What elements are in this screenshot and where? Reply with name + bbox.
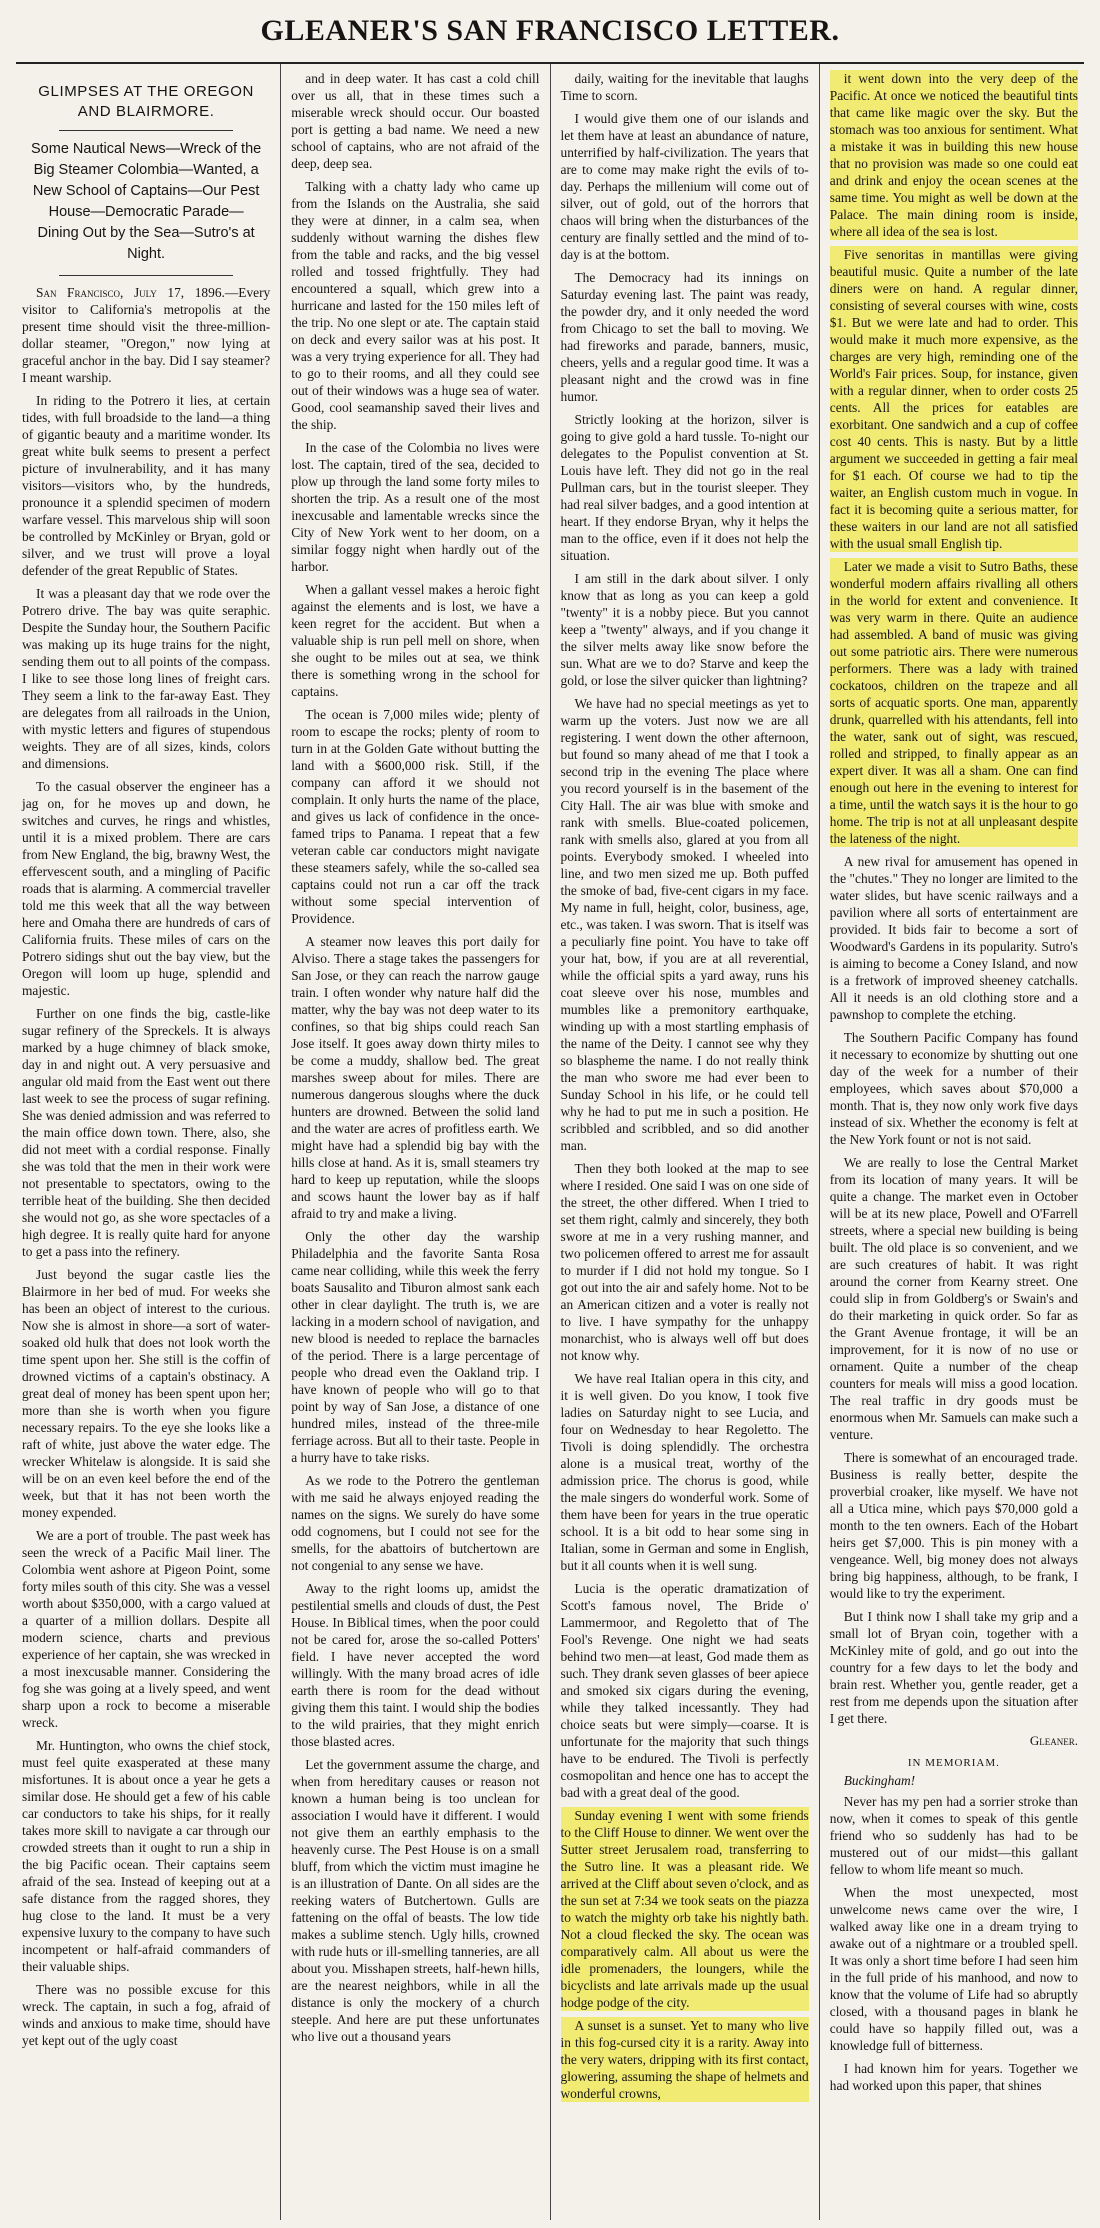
- memoriam-heading: IN MEMORIAM.: [907, 1757, 1000, 1769]
- article-paragraph: [22, 284, 270, 386]
- column-1: [12, 64, 280, 2220]
- paragraph-text: daily, waiting for the inevitable that laughs Time to scorn.: [560, 71, 809, 103]
- paragraph-text: We are really to lose the Central Market from its location of many years. It will be quite a change. The market even in October will be at its new place, Powell and O'Farrell streets, where a special new building is being built. The old place is so convenient, and we are such creatures of habit. It was right around the corner from Kearny street. One could slip in from Goldberg's or Swain's and do their marketing in quick order. So far as the Grant Avenue frontage, it will be an improvement, for it is now of no use or ornament. Quite a number of the cheap counters for meals will miss a good location. The real traffic in dry goods must be enormous when Mr. Samuels can make such a venture.: [829, 1155, 1078, 1442]
- paragraph-text: Later we made a visit to Sutro Baths, these wonderful modern affairs rivalling all others in the world for extent and convenience. It was very warm in there. Quite an audience had assembled. A band of music was giving out some patriotic airs. There were numerous performers. There was a lady with trained cockatoos, children on the trapeze and all sorts of acquatic sports. One man, apparently drunk, quarrelled with his attendants, fell into the water, sank out of sight, was rescued, rolled and stripped, to finally appear as an expert diver. It was all a sham. One can find enough out here in the evening to interest for a time, until the watch says it is the hour to go home. The trip is not at all unpleasant despite the lateness of the night.: [829, 559, 1078, 846]
- dateline: San Francisco, July 17, 1896.: [36, 285, 225, 300]
- paragraph-text: There was no possible excuse for this wreck. The captain, in such a fog, afraid of winds and anxious to make time, should have yet kept out of the ugly coast: [22, 1982, 271, 2048]
- article-paragraph: [22, 1527, 270, 1731]
- article-paragraph: [830, 1793, 1078, 1878]
- paragraph-text: The Democracy had its innings on Saturday evening last. The paint was ready, the powder dry, and it only needed the word from Chicago to set the ball to moving. We had fireworks and parade, banners, music, cheers, yells and a regular good time. It was a pleasant night and the crowd was in fine humor.: [560, 270, 809, 404]
- masthead: GLEANER'S SAN FRANCISCO LETTER.: [16, 0, 1084, 64]
- paragraph-text: A sunset is a sunset. Yet to many who live in this fog-cursed city it is a rarity. Away into the very waters, dripping with its first contact, glowering, assuming the shape of helmets and wonderful crowns,: [560, 2018, 809, 2101]
- signature: Gleaner.: [1029, 1733, 1078, 1748]
- paragraph-text: To the casual observer the engineer has a jag on, for he moves up and down, he switches and curves, he rings and whistles, until it is a mixed problem. There are cars from New England, the big, brawny West, the effervescent south, and a mingling of Pacific roads that is alarming. A commercial traveller told me this week that all the way between here and Omaha there are hundreds of cars of California fruits. These miles of cars on the Potrero sidings shut out the bay view, but the Oregon will loom up huge, splendid and majestic.: [22, 779, 271, 998]
- memoriam-salutation: Buckingham!: [843, 1773, 916, 1788]
- headline: GLIMPSES AT THE OREGON AND BLAIRMORE.: [38, 83, 254, 120]
- column-3: [550, 64, 819, 2220]
- article-paragraph: [561, 1580, 809, 1801]
- deck: Some Nautical News—Wreck of the Big Steamer Colombia—Wanted, a New School of Captains—Our Pest House—Democratic Parade—Dining Out by the Sea—Sutro's at Night.: [31, 141, 262, 262]
- paragraph-text: The ocean is 7,000 miles wide; plenty of room to escape the rocks; plenty of room to turn in at the Golden Gate without butting the land with a $600,000 risk. Still, if the company can afford it we should not complain. It only hurts the name of the place, and gives us lack of confidence in the once-famed trips to Panama. I repeat that a few veteran cable car conductors might navigate these steamers safely, while the so-called sea captains could not run a car off the track without some special intervention of Providence.: [291, 707, 540, 926]
- article-paragraph: [561, 1370, 809, 1574]
- article-paragraph: [561, 70, 809, 104]
- paragraph-text: When a gallant vessel makes a heroic fight against the elements and is lost, we have a keen regret for the accident. But when a valuable ship is run pell mell on shore, when she ought to be miles out at sea, we think there is something wrong in the school for captains.: [291, 582, 540, 699]
- paragraph-text: Never has my pen had a sorrier stroke than now, when it comes to speak of this gentle friend who so suddenly has had to be mustered out of our midst—this gallant fellow to whom life meant so much.: [829, 1794, 1078, 1877]
- paragraph-text: In the case of the Colombia no lives were lost. The captain, tired of the sea, decided to plow up through the land some forty miles to shorten the trip. As a result one of the most inexcusable and lamentable wrecks since the City of New York went to her doom, on a similar foggy night when hardly out of the harbor.: [291, 440, 540, 574]
- paragraph-text: I had known him for years. Together we had worked upon this paper, that shines: [829, 2061, 1078, 2093]
- paragraph-text: The Southern Pacific Company has found it necessary to economize by shutting out one day of the week for a number of their employees, which saves about $70,000 a month. That is, they now only work five days instead of six. Whether the economy is felt at the New York fount or not is not said.: [829, 1030, 1078, 1147]
- paragraph-text: In riding to the Potrero it lies, at certain tides, with full broadside to the land—a thing of gigantic beauty and a maritime wonder. Its great white bulk seems to present a perfect picture of invulnerability, and it has many visitors—visitors who, by the hundreds, pronounce it a splendid specimen of modern warfare vessel. This marvelous ship will soon be controlled by McKinley or Bryan, gold or silver, and we trust will prove a loyal defender of the great Republic of States.: [22, 393, 271, 578]
- article-paragraph: [291, 1472, 539, 1574]
- article-paragraph: [291, 1580, 539, 1750]
- column-2: [280, 64, 549, 2220]
- article-paragraph: [830, 853, 1078, 1023]
- article-paragraph: [22, 1005, 270, 1260]
- article-paragraph: [22, 1266, 270, 1521]
- paragraph-text: it went down into the very deep of the Pacific. At once we noticed the beautiful tints that came like magic over the sky. But the stomach was too anxious for sentiment. What a mistake it was in building this new house that no provision was made so one could eat and drink and enjoy the ocean scenes at the same time. You might as well be down at the Palace. The main dining room is inside, where all idea of the sea is lost.: [829, 71, 1078, 239]
- article-paragraph: [291, 1756, 539, 2045]
- article-paragraph: [561, 411, 809, 564]
- article-paragraph: [830, 1884, 1078, 2054]
- article-paragraph: [561, 269, 809, 405]
- paragraph-text: Further on one finds the big, castle-like sugar refinery of the Spreckels. It is always marked by a huge chimney of black smoke, day in and night out. A very persuasive and angular old maid from the East went out there last week to see the process of sugar refining. She was denied admission and was referred to the main office down town. There, also, she did not meet with a cordial response. Finally she was told that the men in their work were not presentable to spectators, owing to the terrible heat of the building. She then decided she would not go, as she wore spectacles of a high degree. It is really quite hard for anyone to get a pass into the refinery.: [22, 1006, 271, 1259]
- article-paragraph: [291, 439, 539, 575]
- paragraph-text: We have real Italian opera in this city, and it is well given. Do you know, I took five ladies on Saturday night to see Lucia, and four on Wednesday to hear Regoletto. The Tivoli is doing splendidly. The orchestra alone is a musical treat, worthy of the admission price. The chorus is good, while the male singers do wonderful work. Some of them have been for years in the true operatic school. It is a bit odd to hear some sing in Italian, some in German and some in English, but it all counts when it is well sung.: [560, 1371, 809, 1573]
- article-paragraph: [22, 778, 270, 999]
- article-paragraph: [830, 1029, 1078, 1148]
- paragraph-text: It was a pleasant day that we rode over the Potrero drive. The bay was quite seraphic. Despite the Sunday hour, the Southern Pacific was making up its huge trains for the night, sending them out to all points of the compass. I like to see those long lines of freight cars. They seem a link to the far-away East. They are delegates from all railroads in the Union, with mystic letters and figures of stupendous weights. They are of all sizes, kinds, colors and dimensions.: [22, 586, 271, 771]
- paragraph-text: and in deep water. It has cast a cold chill over us all, that in these times such a miserable wreck should occur. Our boasted port is getting a bad name. We need a new school of captains, who are not afraid of the deep, deep sea.: [291, 71, 540, 171]
- paragraph-text: —Every visitor to California's metropolis at the present time should visit the three-million-dollar steamer, "Oregon," now lying at graceful anchor in the bay. Did I say steamer? I meant warship.: [22, 285, 271, 385]
- paragraph-text: A steamer now leaves this port daily for Alviso. There a stage takes the passengers for San Jose, or they can reach the narrow gauge train. I often wonder why nature half did the matter, why the bay was not deep water to its confines, so that big ships could reach San Jose itself. It goes away down thirty miles to be come a muddy, shallow bed. The great marshes sweep about for miles. There are numerous dangerous sloughs where the duck hunters are drowned. Between the solid land and the water are acres of profitless earth. We might have had a splendid big bay with the hills close at hand. As it is, small steamers try hard to keep up reputation, while the sloops and scows haunt the lower bay as if half afraid to try and make a living.: [291, 934, 540, 1221]
- article-paragraph: [830, 1154, 1078, 1443]
- paragraph-text: Lucia is the operatic dramatization of Scott's famous novel, The Bride o' Lammermoor, and Regoletto that of The Fool's Revenge. One night we had seats behind two men—at least, God made them as such. They drank seven glasses of beer apiece and smoked six cigars during the evening, while they talked incessantly. They had choice seats but were simply—coarse. It is unfortunate for the majority that such things have to be endured. The Tivoli is perfectly cosmopolitan and hence one has to accept the bad with a great deal of the good.: [560, 1581, 809, 1800]
- article-paragraph: [561, 1807, 809, 2011]
- article-paragraph: [291, 1228, 539, 1466]
- article-paragraph: [561, 2017, 809, 2102]
- article-paragraph: [830, 246, 1078, 552]
- headline-rule: [59, 130, 233, 131]
- article-paragraph: [22, 392, 270, 579]
- paragraph-text: Mr. Huntington, who owns the chief stock, must feel quite exasperated at these many misfortunes. It is about once a year he gets a similar dose. He should get a few of his cable car conductors to take his ships, for it really takes more skill to navigate a car through our crowded streets than it ought to run a ship in the big Pacific ocean. Their captains seem afraid of the sea. Instead of keeping out at a safe distance from the ragged shores, they hug close to the land. It must be a very expensive luxury to the company to have such incompetent or half-afraid commanders of their valuable ships.: [22, 1738, 271, 1974]
- article-paragraph: [830, 2060, 1078, 2094]
- paragraph-text: Let the government assume the charge, and when from hereditary causes or reason not known a human being is too unclean for association I would have it different. I would not give them an earthly emphasis to the heavenly curse. The Pest House is on a small bluff, from which the victim must imagine he is an illustration of Dante. On all sides are the reeking waters of Butchertown. Gulls are fattening on the offal of beasts. The low tide makes a sublime stench. Ugly hills, crowned with rude huts or ill-smelling tanneries, are all about you. Misshapen streets, half-hewn hills, are the nearest neighbors, while in all the distance is only the mockery of a church steeple. And here are put these unfortunates who live out a thousand years: [291, 1757, 540, 2044]
- paragraph-text: Strictly looking at the horizon, silver is going to give gold a hard tussle. To-night our delegates to the Populist convention at St. Louis have left. They did not go in the real Pullman cars, but in the tourist sleeper. They had real silver badges, and a good intention at heart. If they endorse Bryan, why it helps the man to the office, even if it does not help the situation.: [560, 412, 809, 563]
- paragraph-text: We have had no special meetings as yet to warm up the voters. Just now we are all registering. I went down the other afternoon, but found so many ahead of me that I took a second trip in the evening The place where you record yourself is in the basement of the City Hall. The air was blue with smoke and rank with smells. Blue-coated policemen, rank with smells also, glared at you from all points. Everybody smoked. I wheeled into line, and two men sized me up. Both puffed the smoke of bad, five-cent cigars in my face. My name in full, height, color, business, age, etc., was taken. I was sworn. That is itself was a peculiarly fine point. You have to take off your hat, bow, if you are at all reverential, while the official spits a yard away, runs his coat sleeve over his nose, mumbles and mumbles like a premonitory earthquake, winding up with a most startling emphasis of the name of the Deity. I cannot see why they so blaspheme the name. I do not really think the man who swore me had ever been to Sunday School in his life, or he could tell why he had to put me in such a position. He scribbled and scribbled, and so did another man.: [560, 696, 809, 1153]
- article-paragraph: [830, 70, 1078, 240]
- article-paragraph: [561, 1160, 809, 1364]
- paragraph-text: Sunday evening I went with some friends to the Cliff House to dinner. We went over the Sutter street Jerusalem road, transferring to the Sutro line. It was a pleasant ride. We arrived at the Cliff about seven o'clock, and as the sun set at 7:34 we took seats on the piazza to watch the mighty orb take his nightly bath. Not a cloud flecked the sky. The ocean was comparatively calm. All about us were the idle promenaders, the loungers, while the bicyclists and late arrivals made up the usual hodge podge of the city.: [560, 1808, 809, 2010]
- article-paragraph: [22, 1981, 270, 2049]
- paragraph-text: Talking with a chatty lady who came up from the Islands on the Australia, she said they were at dinner, in a calm sea, when suddenly without warning the dishes flew from the table and racks, and the big vessel rolled and tossed frightfully. They had encountered a squall, which grew into a hurricane and lasted for the 150 miles left of the trip. No one slept or ate. The captain staid on deck and every sailor was at his post. It was a very trying experience for all. They had to go to their rooms, and all they could see out of their windows was a huge sea of water. Good, cool seamanship saved their lives and the ship.: [291, 179, 540, 432]
- paragraph-text: A new rival for amusement has opened in the "chutes." They no longer are limited to the water slides, but have scenic railways and a pavilion where all sorts of entertainment are provided. It bids fair to become a sort of Woodward's Gardens in its popularity. Sutro's is aiming to become a Coney Island, and now is a fretwork of improved sheeney catchalls. All it needs is an old clothing store and a pawnshop to complete the etching.: [829, 854, 1078, 1022]
- paragraph-text: As we rode to the Potrero the gentleman with me said he always enjoyed reading the names on the signs. We surely do have some odd cognomens, but I could not see for the smells, for the abattoirs of butchertown are not congenial to any sense we have.: [291, 1473, 540, 1573]
- article-paragraph: [830, 1608, 1078, 1727]
- article-paragraph: [291, 178, 539, 433]
- article-paragraph: [830, 1449, 1078, 1602]
- article-paragraph: [830, 558, 1078, 847]
- paragraph-text: Then they both looked at the map to see where I resided. One said I was on one side of the street, the other differed. When I tried to set them right, calmly and sincerely, they both swore at me in a very rushing manner, and two policemen offered to arrest me for assault to murder if I did not hold my tongue. So I got out into the air and safely home. Not to be an American citizen and a voter is really not to live. I have sympathy for the unhappy monarchist, who is always well off but does not know why.: [560, 1161, 809, 1363]
- deck-rule: [59, 275, 233, 276]
- columns: [12, 64, 1088, 2220]
- paragraph-text: I am still in the dark about silver. I only know that as long as you can keep a gold "twenty" it is a nobby piece. But you cannot keep a "twenty" always, and if you change it the silver melts away like snow before the sun. What are we to do? Starve and keep the gold, or lose the silver quicker than lightning?: [560, 571, 809, 688]
- article-paragraph: [291, 70, 539, 172]
- article-paragraph: [561, 695, 809, 1154]
- paragraph-text: Five senoritas in mantillas were giving beautiful music. Quite a number of the late diners were on hand. A regular dinner, consisting of several courses with wine, costs $1. But we were late and had to order. This would make it much more expensive, as the charges are very high, reminding one of the World's Fair prices. Soup, for instance, given with a regular dinner, when to order costs 25 cents. All the prices for eatables are exorbitant. One sandwich and a cup of coffee cost 40 cents. This is nasty. But by a little argument we succeeded in getting a fair meal for $1 each. Of course we had to tip the waiter, an English custom much in vogue. In fact it is becoming quite a serious matter, for these waiters in our land are not all satisfied with the usual small English tip.: [829, 247, 1078, 551]
- article-paragraph: [291, 706, 539, 927]
- paragraph-text: I would give them one of our islands and let them have at least an abundance of nature, unterrified by half-civilization. The years that are to come may make right the evils of to-day. Perhaps the millenium will come out of silver, out of gold, out of the horrors that chaos will bring when the disturbances of the century are finally settled and the mind of to-day is at the bottom.: [560, 111, 809, 262]
- paragraph-text: But I think now I shall take my grip and a small lot of Bryan coin, together with a McKinley mite of gold, and go out into the country for a few days to let the body and brain rest. Whether you, gentle reader, get a rest from me depends upon the situation after I get there.: [829, 1609, 1078, 1726]
- article-paragraph: [22, 1737, 270, 1975]
- paragraph-text: Just beyond the sugar castle lies the Blairmore in her bed of mud. For weeks she has been an object of interest to the curious. Now she is almost in shore—a sort of water-soaked old hulk that does not look worth the time spent upon her. She still is the coffin of drowned victims of a captain's obstinacy. A great deal of money has been spent upon her; more than she is worth when you figure necessary repairs. To the eye she looks like a raft of white, just above the water edge. The wrecker Whitelaw is alongside. It is said she will be on an even keel before the end of the week, but that it has not been worth the money expended.: [22, 1267, 271, 1520]
- paragraph-text: Only the other day the warship Philadelphia and the favorite Santa Rosa came near colliding, while this week the ferry boats Sausalito and Tiburon almost sank each other in clear daylight. The truth is, we are lacking in a modern school of navigation, and new blood is needed to replace the barnacles of the period. There is a large percentage of people who dread even the Oakland trip. I have known of people who will go to that point by way of San Jose, a distance of one hundred miles, instead of the three-mile ferriage across. But all to their taste. People in a hurry have to take risks.: [291, 1229, 540, 1465]
- paragraph-text: There is somewhat of an encouraged trade. Business is really better, despite the proverbial croaker, like myself. We have not all a Utica mine, which pays $70,000 gold a month to the ten owners. Each of the Hobart heirs get $7,000. This is pin money with a vengeance. Well, big money does not always bring big happiness, although, to be frank, I would like to try the experiment.: [829, 1450, 1078, 1601]
- paragraph-text: When the most unexpected, most unwelcome news came over the wire, I walked away like one in a dream trying to awake out of a nightmare or a troubled spell. It was only a short time before I had seen him in the full pride of his manhood, and now to know that the volume of Life had so abruptly closed, with a thousand pages in blank he could have so happily filled out, was a knowledge full of bitterness.: [829, 1885, 1078, 2053]
- article-paragraph: [291, 581, 539, 700]
- article-paragraph: [22, 585, 270, 772]
- column-4: [819, 64, 1088, 2220]
- article-paragraph: [291, 933, 539, 1222]
- article-paragraph: [561, 570, 809, 689]
- article-paragraph: [561, 110, 809, 263]
- paragraph-text: Away to the right looms up, amidst the pestilential smells and clouds of dust, the Pest House. In Biblical times, when the poor could not be cared for, arose the so-called Potters' field. I have never accepted the word willingly. With the many broad acres of idle earth there is room for the dead without giving them this taint. I would ship the bodies to the wild prairies, that they might enrich those blasted acres.: [291, 1581, 540, 1749]
- paragraph-text: We are a port of trouble. The past week has seen the wreck of a Pacific Mail liner. The Colombia went ashore at Pigeon Point, some forty miles south of this city. She was a vessel worth about $350,000, with a cargo valued at a quarter of a million dollars. Despite all modern science, charts and previous experience of her captain, she was wrecked in a most inexcusable manner. Considering the fog she was going at a lively speed, and went sharp upon a rock to become a miserable wreck.: [22, 1528, 271, 1730]
